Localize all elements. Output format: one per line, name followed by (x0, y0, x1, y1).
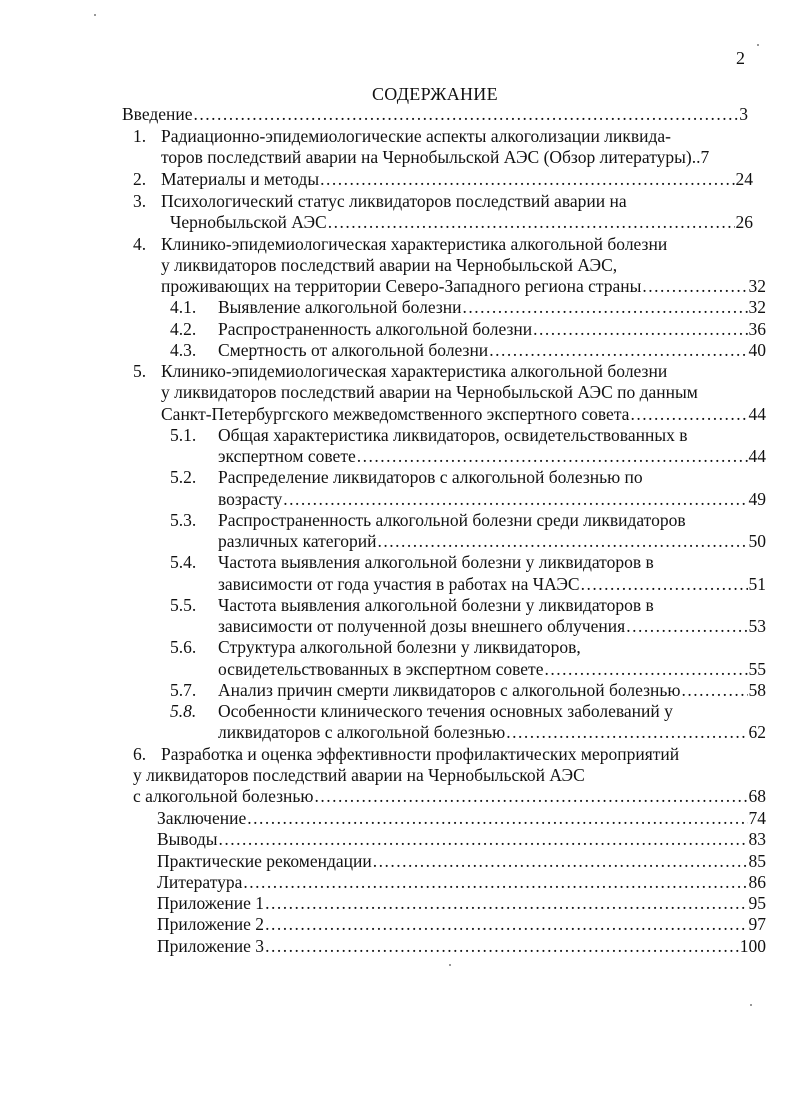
dot-leader (218, 829, 747, 850)
toc-entry-5-6-cont[interactable] (218, 659, 766, 680)
dot-leader (320, 169, 734, 190)
toc-page: 95 (748, 893, 766, 913)
toc-entry-findings[interactable] (157, 829, 766, 850)
dot-leader (642, 276, 747, 297)
toc-entry-4-cont2[interactable] (161, 276, 766, 297)
toc-page: 55 (748, 659, 766, 679)
toc-label: у ликвидаторов последствий аварии на Чернобыльской АЭС по данным (161, 382, 698, 402)
toc-page: 24 (735, 169, 753, 189)
toc-label: проживающих на территории Северо-Западного региона страны (161, 276, 642, 296)
section-number: 4.3. (170, 340, 197, 360)
toc-page: 32 (748, 297, 766, 317)
toc-label: Распространенность алкогольной болезни среди ликвидаторов (218, 510, 686, 530)
section-number: 5. (133, 361, 147, 381)
toc-label: Смертность от алкогольной болезни (218, 340, 489, 360)
toc-label: Заключение (157, 808, 247, 828)
toc-entry-appendix-1[interactable] (157, 893, 766, 914)
dot-leader (506, 722, 747, 743)
toc-label: Частота выявления алкогольной болезни у ликвидаторов в (218, 595, 654, 615)
toc-label: Введение (122, 104, 193, 124)
toc-label: зависимости от полученной дозы внешнего облучения (218, 616, 626, 636)
toc-entry-conclusion[interactable] (157, 808, 766, 829)
toc-page: 44 (748, 446, 766, 466)
toc-entry-5-8-cont[interactable] (218, 722, 766, 743)
toc-entry-5-cont2[interactable] (161, 404, 766, 425)
toc-label: ликвидаторов с алкогольной болезнью (218, 722, 506, 742)
dot-leader (489, 340, 747, 361)
dot-leader (626, 616, 747, 637)
toc-page: 83 (748, 829, 766, 849)
toc-label: Разработка и оценка эффективности профилактических мероприятий (161, 744, 680, 764)
toc-entry-5-4-cont[interactable] (218, 574, 766, 595)
toc-page: 100 (739, 936, 766, 956)
toc-page: 53 (748, 616, 766, 636)
dot-leader (283, 489, 747, 510)
section-number: 2. (133, 169, 147, 189)
toc-entry-5-cont1[interactable] (161, 382, 766, 403)
toc-entry-5[interactable] (133, 361, 753, 382)
toc-page: 50 (748, 531, 766, 551)
section-number: 5.3. (170, 510, 197, 530)
toc-page: 58 (748, 680, 766, 700)
toc-label: Общая характеристика ликвидаторов, освидетельствованных в (218, 425, 688, 445)
dot-leader (194, 104, 739, 125)
section-number: 1. (133, 126, 147, 146)
toc-entry-3-cont[interactable] (170, 212, 753, 233)
toc-entry-6-cont1[interactable] (133, 765, 753, 786)
toc-entry-4[interactable] (133, 234, 753, 255)
toc-entry-2[interactable] (133, 169, 753, 190)
toc-page: 3 (739, 104, 748, 124)
toc-label: Анализ причин смерти ликвидаторов с алкогольной болезнью (218, 680, 681, 700)
toc-entry-5-2[interactable] (170, 467, 766, 488)
toc-entry-5-5-cont[interactable] (218, 616, 766, 637)
toc-entry-appendix-2[interactable] (157, 914, 766, 935)
dot-leader (373, 851, 748, 872)
toc-label: экспертном совете (218, 446, 356, 466)
toc-entry-appendix-3[interactable] (157, 936, 766, 957)
toc-label: Частота выявления алкогольной болезни у ликвидаторов в (218, 552, 654, 572)
toc-entry-recommendations[interactable] (157, 851, 766, 872)
toc-label: различных категорий (218, 531, 377, 551)
toc-page: 97 (748, 914, 766, 934)
dot-leader (328, 212, 735, 233)
toc-page: 26 (735, 212, 753, 232)
page-title: СОДЕРЖАНИЕ (372, 84, 498, 104)
dot-leader (357, 446, 748, 467)
toc-page: 74 (748, 808, 766, 828)
dot-leader (314, 786, 747, 807)
dot-leader (533, 319, 747, 340)
section-number: 5.6. (170, 637, 197, 657)
toc-entry-1[interactable] (133, 126, 753, 147)
section-number: 4.1. (170, 297, 197, 317)
dot-leader (265, 893, 747, 914)
section-number: 4. (133, 234, 147, 254)
toc-label: Клинико-эпидемиологическая характеристика алкогольной болезни (161, 361, 668, 381)
toc-entry-5-4[interactable] (170, 552, 766, 573)
section-number: 5.2. (170, 467, 197, 487)
toc-label: Клинико-эпидемиологическая характеристика алкогольной болезни (161, 234, 668, 254)
toc-label: Радиационно-эпидемиологические аспекты алкоголизации ликвида- (161, 126, 671, 146)
toc-page: 44 (748, 404, 766, 424)
toc-entry-4-1[interactable] (170, 297, 766, 318)
section-number: 5.4. (170, 552, 197, 572)
toc-label: Материалы и методы (161, 169, 320, 189)
toc-page: 62 (748, 722, 766, 742)
toc-entry-4-3[interactable] (170, 340, 766, 361)
dot-leader (463, 297, 748, 318)
toc-page: 68 (748, 786, 766, 806)
toc-entry-1-cont[interactable] (161, 147, 749, 168)
toc-label: Чернобыльской АЭС (170, 212, 327, 232)
toc-label: Выявление алкогольной болезни (218, 297, 462, 317)
section-number: 5.8. (170, 701, 197, 721)
dot-leader (243, 872, 747, 893)
dot-leader (681, 680, 747, 701)
toc-page: 86 (748, 872, 766, 892)
section-number: 3. (133, 191, 147, 211)
scan-speck (449, 964, 451, 966)
toc-page: 32 (748, 276, 766, 296)
toc-entry-5-2-cont[interactable] (218, 489, 766, 510)
toc-label: Психологический статус ликвидаторов последствий аварии на (161, 191, 627, 211)
scan-speck (757, 44, 759, 46)
toc-label: возрасту (218, 489, 283, 509)
section-number: 5.1. (170, 425, 197, 445)
section-number: 4.2. (170, 319, 197, 339)
toc-label: торов последствий аварии на Чернобыльской АЭС (Обзор литературы).. (161, 147, 701, 167)
toc-page: 7 (700, 147, 710, 167)
toc-page: 51 (748, 574, 766, 594)
toc-entry-intro[interactable] (122, 104, 748, 125)
toc-entry-6-cont2[interactable] (133, 786, 766, 807)
section-number: 5.7. (170, 680, 197, 700)
dot-leader (630, 404, 747, 425)
toc-label: Распределение ликвидаторов с алкогольной болезнью по (218, 467, 643, 487)
toc-label: Структура алкогольной болезни у ликвидаторов, (218, 637, 581, 657)
scan-speck (750, 1004, 752, 1006)
toc-entry-4-cont1[interactable] (161, 255, 753, 276)
toc-label: Приложение 2 (157, 914, 265, 934)
toc-label: Особенности клинического течения основных заболеваний у (218, 701, 673, 721)
toc-label: зависимости от года участия в работах на ЧАЭС (218, 574, 580, 594)
toc-page: 49 (748, 489, 766, 509)
toc-label: у ликвидаторов последствий аварии на Чернобыльской АЭС (133, 765, 585, 785)
toc-label: Санкт-Петербургского межведомственного экспертного совета (161, 404, 630, 424)
scan-speck (94, 14, 96, 16)
toc-label: Приложение 3 (157, 936, 265, 956)
toc-label: Распространенность алкогольной болезни (218, 319, 533, 339)
toc-entry-5-3-cont[interactable] (218, 531, 766, 552)
page-number: 2 (736, 48, 745, 68)
toc-entry-5-8[interactable] (170, 701, 766, 722)
toc-page: 36 (748, 319, 766, 339)
toc-page: 40 (748, 340, 766, 360)
toc-entry-5-1[interactable] (170, 425, 766, 446)
dot-leader (581, 574, 748, 595)
toc-entry-5-6[interactable] (170, 637, 766, 658)
toc-label: Литература (157, 872, 243, 892)
toc-entry-3[interactable] (133, 191, 753, 212)
dot-leader (265, 914, 747, 935)
toc-entry-6[interactable] (133, 744, 753, 765)
toc-label: Практические рекомендации (157, 851, 372, 871)
toc-entry-5-7[interactable] (170, 680, 766, 701)
dot-leader (544, 659, 747, 680)
toc-entry-5-1-cont[interactable] (218, 446, 766, 467)
dot-leader (265, 936, 739, 957)
toc-label: Приложение 1 (157, 893, 265, 913)
toc-entry-5-5[interactable] (170, 595, 766, 616)
toc-entry-5-3[interactable] (170, 510, 766, 531)
section-number: 6. (133, 744, 147, 764)
section-number: 5.5. (170, 595, 197, 615)
toc-page: 85 (748, 851, 766, 871)
toc-label: с алкогольной болезнью (133, 786, 314, 806)
toc-entry-4-2[interactable] (170, 319, 766, 340)
toc-label: Выводы (157, 829, 218, 849)
dot-leader (378, 531, 748, 552)
toc-label: освидетельствованных в экспертном совете (218, 659, 544, 679)
toc-entry-literature[interactable] (157, 872, 766, 893)
toc-label: у ликвидаторов последствий аварии на Чернобыльской АЭС, (161, 255, 618, 275)
dot-leader (247, 808, 747, 829)
